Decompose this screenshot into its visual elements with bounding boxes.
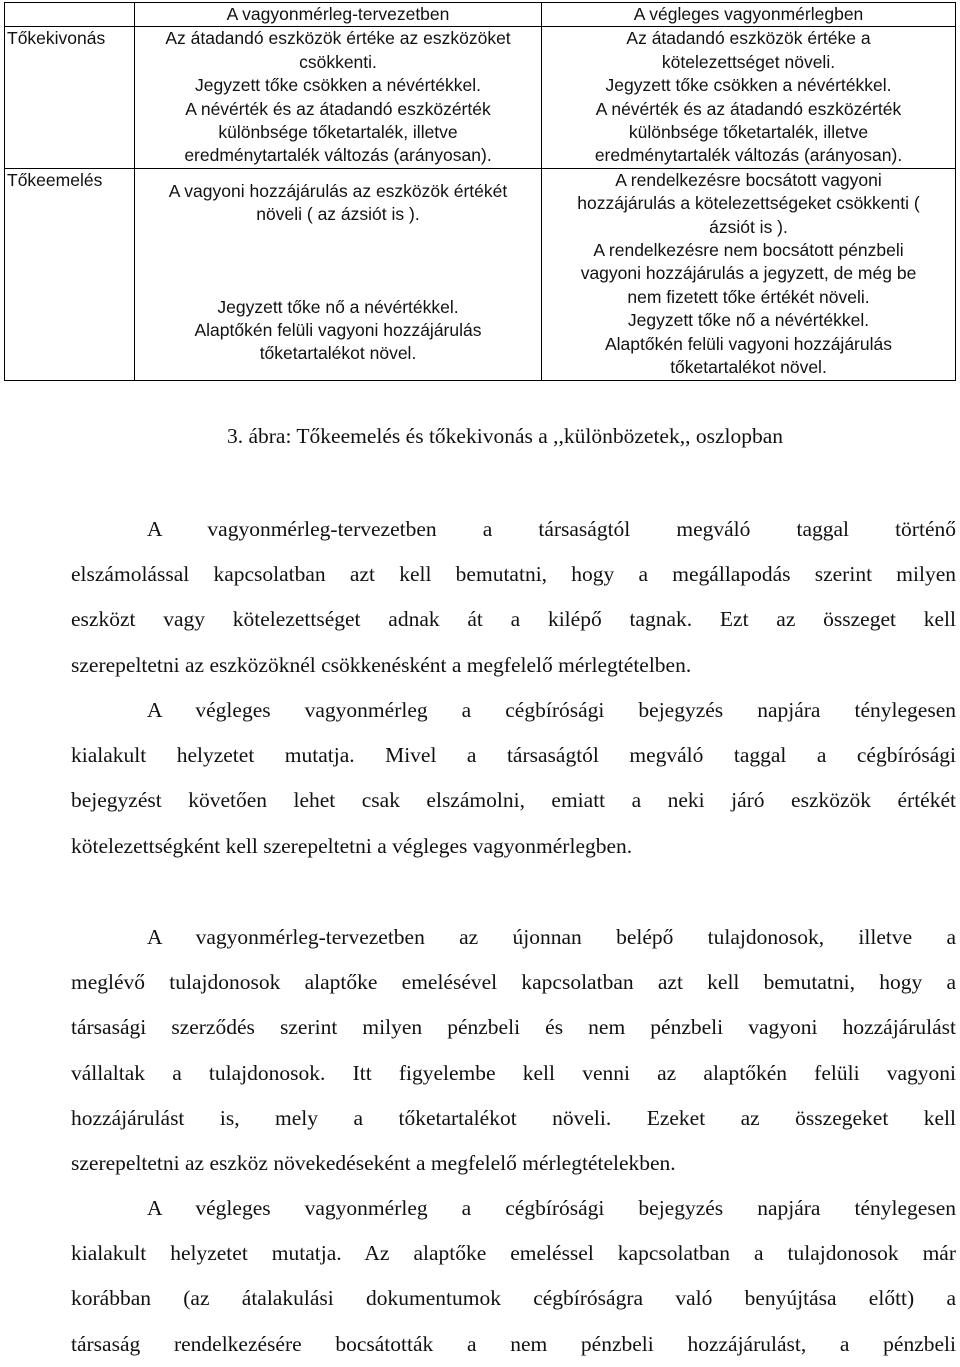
cell-line: Az átadandó eszközök értéke a (626, 28, 871, 49)
cell-line: tőketartalékot növel. (670, 357, 827, 378)
cell-tokekivonas-final (542, 27, 956, 168)
cell-spacer (138, 227, 538, 296)
paragraph-line: A végleges vagyonmérleg a cégbírósági bejegyzés napjára ténylegesen (147, 698, 956, 722)
paragraph-line: kötelezettségként kell szerepeltetni a végleges vagyonmérlegben. (71, 833, 633, 858)
cell-line: különbsége tőketartalék, illetve (628, 122, 869, 143)
cell-line: A rendelkezésre nem bocsátott pénzbeli (593, 240, 904, 261)
paragraph-line: elszámolással kapcsolatban azt kell bemutatni, hogy a megállapodás szerint milyen (71, 562, 956, 587)
table-header-row (5, 3, 956, 27)
paragraph-line: meglévő tulajdonosok alaptőke emelésével kapcsolatban azt kell bemutatni, hogy a (71, 970, 956, 995)
cell-line: Alaptőkén felüli vagyoni hozzájárulás (194, 320, 482, 341)
cell-line: A vagyoni hozzájárulás az eszközök értékét (168, 180, 508, 201)
paragraph-line: A végleges vagyonmérleg a cégbírósági bejegyzés napjára ténylegesen (147, 1196, 956, 1220)
cell-line: Alaptőkén felüli vagyoni hozzájárulás (605, 333, 892, 354)
cell-line: eredménytartalék változás (arányosan). (594, 145, 903, 166)
cell-line: A névérték és az átadandó eszközérték (185, 98, 491, 119)
cell-line: tőketartalékot növel. (259, 343, 417, 364)
paragraph-4 (71, 1186, 956, 1367)
cell-line: nem fizetett tőke értékét növeli. (627, 286, 870, 307)
column-header-final: A végleges vagyonmérlegben (542, 3, 956, 27)
cell-line: kötelezettséget növeli. (661, 51, 836, 72)
cell-tokekivonas-plan (135, 27, 542, 168)
cell-line: Jegyzett tőke csökken a névértékkel. (195, 75, 481, 96)
paragraph-line: szerepeltetni az eszköz növekedéseként a megfelelő mérlegtételekben. (71, 1151, 676, 1176)
cell-line: növeli ( az ázsiót is ). (256, 204, 420, 225)
cell-line: vagyoni hozzájárulás a jegyzett, de még be (580, 263, 917, 284)
comparison-table (4, 2, 956, 381)
cell-tokeemeles-plan (135, 168, 542, 380)
row-label-tokekivonas: Tőkekivonás (5, 27, 135, 168)
cell-line: csökkenti. (299, 51, 377, 72)
paragraph-line: kialakult helyzetet mutatja. Mivel a társaságtól megváló taggal a cégbírósági (71, 743, 956, 768)
cell-line: különbsége tőketartalék, illetve (218, 122, 458, 143)
cell-line: Az átadandó eszközök értéke az eszközöket (165, 28, 511, 49)
paragraph-line: hozzájárulást is, mely a tőketartalékot növeli. Ezeket az összegeket kell (71, 1105, 956, 1130)
table-row-tokeemeles (5, 168, 956, 380)
cell-line: ázsiót is ). (709, 216, 788, 237)
cell-line: Jegyzett tőke nő a névértékkel. (217, 296, 459, 317)
paragraph-line: eszközt vagy kötelezettséget adnak át a kilépő tagnak. Ezt az összeget kell (71, 607, 956, 632)
paragraph-1 (71, 507, 956, 688)
row-label-tokeemeles: Tőkeemelés (5, 168, 135, 380)
column-header-plan: A vagyonmérleg-tervezetben (135, 3, 542, 27)
paragraph-line: A vagyonmérleg-tervezetben a társaságtól megváló taggal történő (147, 517, 956, 541)
figure-caption: 3. ábra: Tőkeemelés és tőkekivonás a ,,különbözetek,, oszlopban (226, 424, 784, 448)
paragraph-line: A vagyonmérleg-tervezetben az újonnan belépő tulajdonosok, illetve a (147, 925, 956, 949)
cell-line: Jegyzett tőke nő a névértékkel. (627, 310, 870, 331)
paragraph-line: korábban (az átalakulási dokumentumok cégbíróságra való benyújtása előtt) a (71, 1286, 956, 1311)
cell-line: A rendelkezésre bocsátott vagyoni (615, 169, 882, 190)
paragraph-line: társasági szerződés szerint milyen pénzbeli és nem pénzbeli vagyoni hozzájárulást (71, 1015, 956, 1040)
cell-line: hozzájárulás a kötelezettségeket csökkenti ( (577, 193, 920, 214)
paragraph-line: bejegyzést követően lehet csak elszámolni, emiatt a neki járó eszközök értékét (71, 788, 956, 813)
cell-tokeemeles-final (542, 168, 956, 380)
paragraph-line: szerepeltetni az eszközöknél csökkenésként a megfelelő mérlegtételben. (71, 652, 692, 677)
cell-line: Jegyzett tőke csökken a névértékkel. (605, 75, 892, 96)
paragraph-line: kialakult helyzetet mutatja. Az alaptőke emeléssel kapcsolatban a tulajdonosok már (71, 1241, 956, 1266)
cell-line: eredménytartalék változás (arányosan). (184, 145, 492, 166)
table-row-tokekivonas (5, 27, 956, 168)
paragraph-line: vállaltak a tulajdonosok. Itt figyelembe kell venni az alaptőkén felüli vagyoni (71, 1060, 956, 1085)
paragraph-line: társaság rendelkezésére bocsátották a nem pénzbeli hozzájárulást, a pénzbeli (71, 1331, 956, 1356)
empty-corner-cell (5, 3, 135, 27)
cell-line: A névérték és az átadandó eszközérték (595, 98, 902, 119)
paragraph-2 (71, 688, 956, 869)
paragraph-3 (71, 915, 956, 1186)
